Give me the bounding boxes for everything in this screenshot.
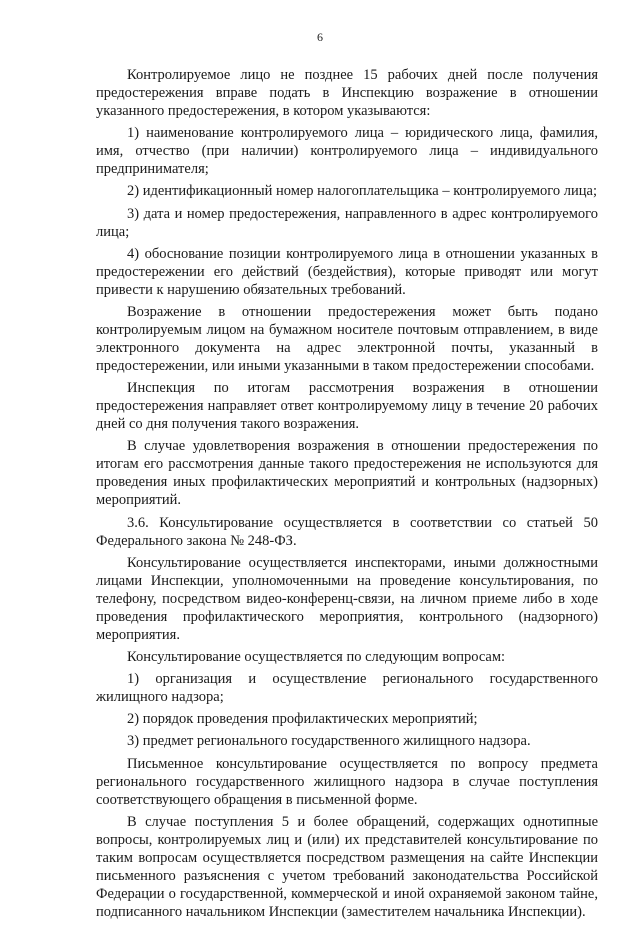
paragraph-item-1-name: 1) наименование контролируемого лица – юридического лица, фамилия, имя, отчество (при наличии) контролируемого лица – индивидуального предпринимателя;: [96, 125, 598, 178]
document-body: [96, 66, 598, 925]
paragraph-topic-2: 2) порядок проведения профилактических мероприятий;: [127, 711, 478, 728]
paragraph-objection-intro: Контролируемое лицо не позднее 15 рабочих дней после получения предостережения вправе подать в Инспекцию возражение в отношении указанного предостережения, в котором указываются:: [96, 67, 598, 119]
paragraph-section-3-6: 3.6. Консультирование осуществляется в соответствии со статьей 50 Федерального закона № 248-ФЗ.: [96, 514, 598, 549]
paragraph-topic-3: 3) предмет регионального государственного жилищного надзора.: [127, 733, 531, 750]
paragraph-item-4-justification: 4) обоснование позиции контролируемого лица в отношении указанных в предостережении его действий (бездействия), которые приводят или могут привести к нарушению обязательных требований.: [96, 245, 598, 298]
page-number: 6: [317, 30, 323, 44]
paragraph-item-3-date-number: 3) дата и номер предостережения, направленного в адрес контролируемого лица;: [96, 205, 598, 240]
paragraph-five-or-more-requests: В случае поступления 5 и более обращений, содержащих однотипные вопросы, контролируемых лиц и (или) их представителей консультирование по таким вопросам осуществляется посредством размещения на сайте Инспекции письменного разъяснения с учетом требований законодательства Российской Федерации о государственной, коммерческой и иной охраняемой законом тайне, подписанного начальником Инспекции (заместителем начальника Инспекции).: [96, 813, 598, 920]
paragraph-objection-submission: Возражение в отношении предостережения может быть подано контролируемым лицом на бумажном носителе почтовым отправлением, в виде электронного документа на адрес электронной почты, указанный в предостережении, или иными указанными в таком предостережении способами.: [96, 303, 598, 374]
paragraph-written-consulting: Письменное консультирование осуществляется по вопросу предмета регионального государственного жилищного надзора в случае поступления соответствующего обращения в письменной форме.: [96, 755, 598, 808]
paragraph-item-2-inn: 2) идентификационный номер налогоплательщика – контролируемого лица;: [127, 183, 597, 200]
paragraph-consulting-topics: Консультирование осуществляется по следующим вопросам:: [127, 648, 506, 665]
paragraph-inspection-response: Инспекция по итогам рассмотрения возражения в отношении предостережения направляет ответ контролируемому лицу в течение 20 рабочих дней со дня получения такого возражения.: [96, 380, 598, 433]
paragraph-objection-satisfied: В случае удовлетворения возражения в отношении предостережения по итогам его рассмотрения данные такого предостережения не используются для проведения иных профилактических мероприятий и контрольных (надзорных) мероприятий.: [96, 438, 598, 509]
paragraph-topic-1: 1) организация и осуществление регионального государственного жилищного надзора;: [96, 671, 598, 706]
paragraph-consulting-who: Консультирование осуществляется инспекторами, иными должностными лицами Инспекции, уполномоченными на проведение консультирования, по телефону, посредством видео-конференц-связи, на личном приеме либо в ходе проведения профилактического мероприятия, контрольного (надзорного) мероприятия.: [96, 554, 598, 643]
